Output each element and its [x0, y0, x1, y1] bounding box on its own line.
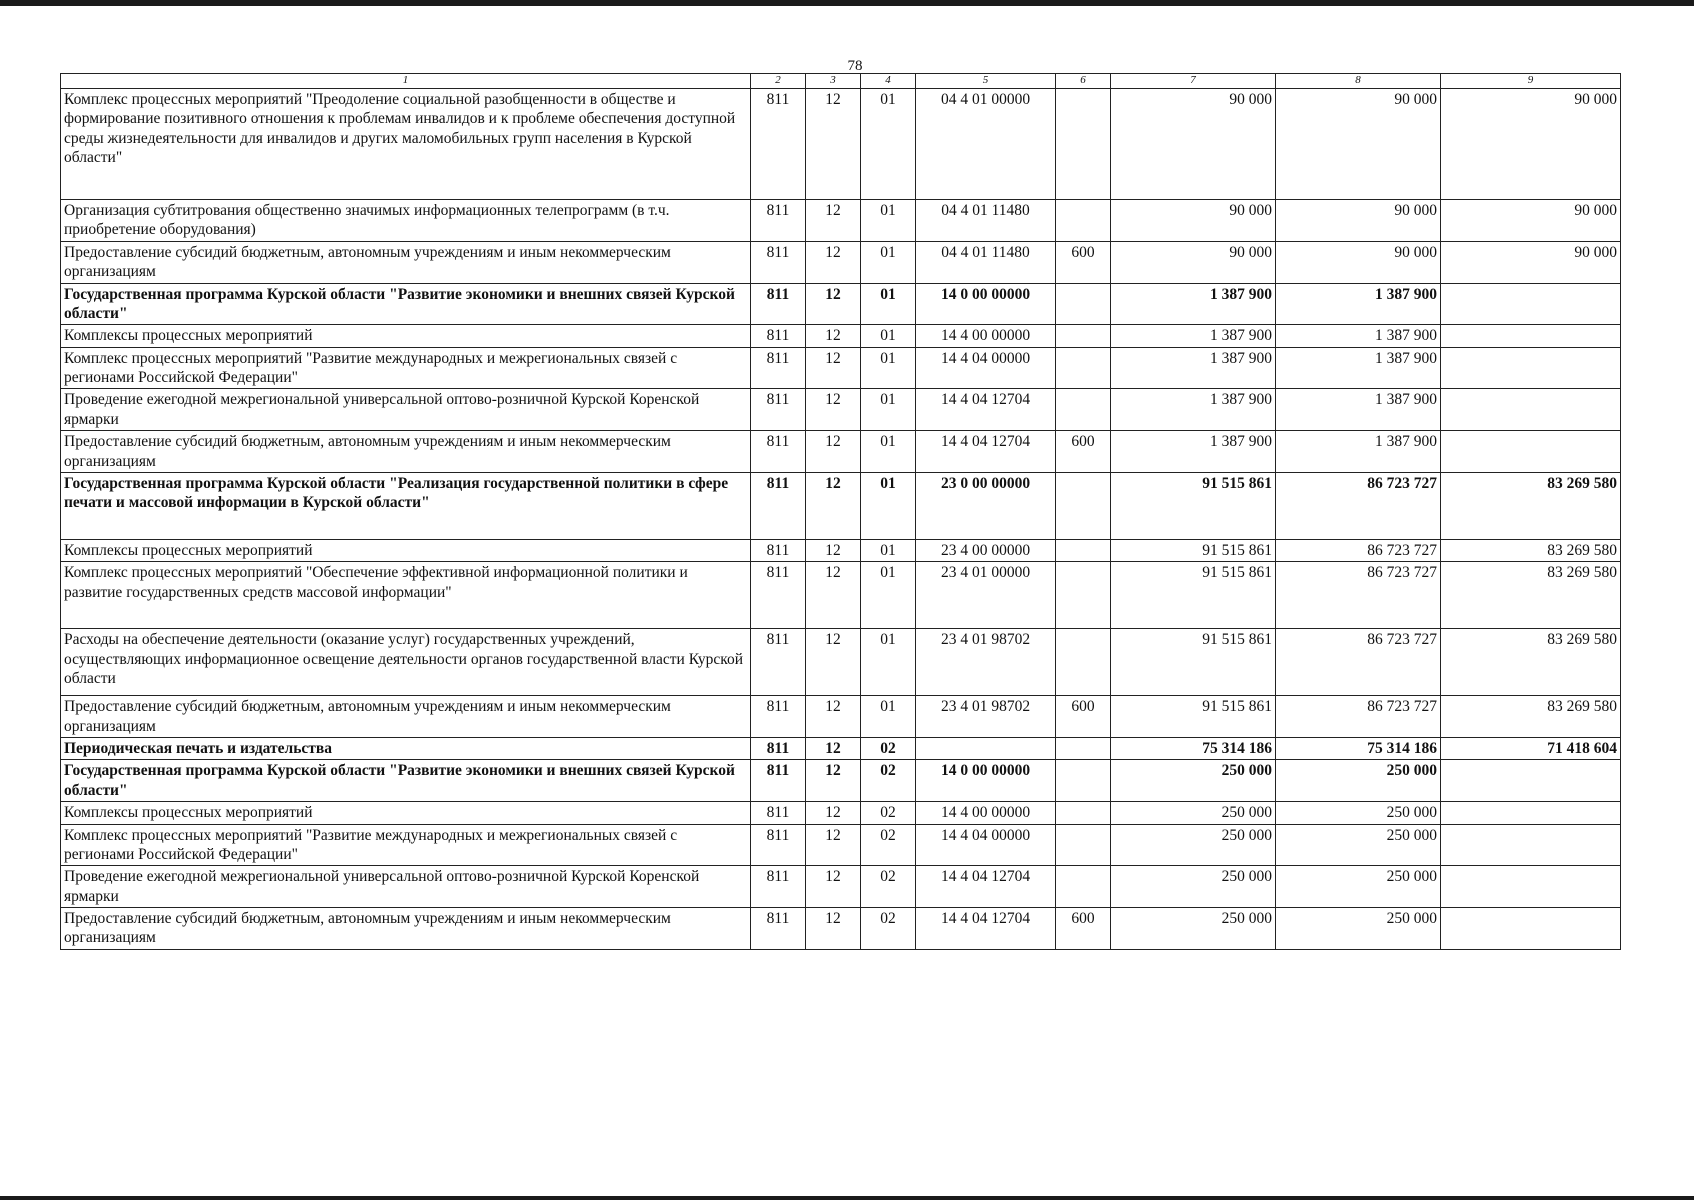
amount-col7-cell: 250 000: [1111, 802, 1276, 824]
amount-col7-cell: 1 387 900: [1111, 325, 1276, 347]
row-name-cell: Государственная программа Курской области "Развитие экономики и внешних связей Курской области": [61, 760, 751, 802]
subsection-cell: 02: [861, 738, 916, 760]
column-number-row: [61, 74, 1621, 89]
subsection-cell: 02: [861, 760, 916, 802]
row-name-cell: Предоставление субсидий бюджетным, автономным учреждениям и иным некоммерческим организациям: [61, 431, 751, 473]
subsection-cell: 01: [861, 431, 916, 473]
subsection-cell: 01: [861, 325, 916, 347]
row-name-cell: Комплексы процессных мероприятий: [61, 325, 751, 347]
subsection-cell: 01: [861, 696, 916, 738]
amount-col9-cell: 71 418 604: [1441, 738, 1621, 760]
section-cell: 12: [806, 200, 861, 242]
expense-type-cell: [1056, 866, 1111, 908]
admin-code-cell: 811: [751, 824, 806, 866]
table-row: [61, 89, 1621, 200]
amount-col7-cell: 75 314 186: [1111, 738, 1276, 760]
target-article-cell: 23 0 00 00000: [916, 472, 1056, 539]
admin-code-cell: 811: [751, 200, 806, 242]
column-number: 6: [1056, 74, 1111, 89]
table-row: [61, 824, 1621, 866]
column-number: 5: [916, 74, 1056, 89]
section-cell: 12: [806, 472, 861, 539]
amount-col9-cell: [1441, 389, 1621, 431]
target-article-cell: 23 4 01 98702: [916, 629, 1056, 696]
amount-col7-cell: 91 515 861: [1111, 539, 1276, 561]
expense-type-cell: [1056, 472, 1111, 539]
target-article-cell: 14 4 04 00000: [916, 824, 1056, 866]
column-number: 1: [61, 74, 751, 89]
table-row: [61, 325, 1621, 347]
table-row: [61, 241, 1621, 283]
subsection-cell: 01: [861, 283, 916, 325]
amount-col8-cell: 86 723 727: [1276, 539, 1441, 561]
amount-col8-cell: 1 387 900: [1276, 389, 1441, 431]
column-number: 4: [861, 74, 916, 89]
table-row: [61, 389, 1621, 431]
expense-type-cell: [1056, 89, 1111, 200]
target-article-cell: 04 4 01 11480: [916, 200, 1056, 242]
amount-col8-cell: 90 000: [1276, 89, 1441, 200]
expense-type-cell: [1056, 738, 1111, 760]
admin-code-cell: 811: [751, 325, 806, 347]
section-cell: 12: [806, 802, 861, 824]
amount-col9-cell: [1441, 347, 1621, 389]
amount-col7-cell: 250 000: [1111, 908, 1276, 950]
table-row: [61, 539, 1621, 561]
scan-edge-bottom: [0, 1196, 1694, 1200]
admin-code-cell: 811: [751, 431, 806, 473]
amount-col8-cell: 250 000: [1276, 824, 1441, 866]
amount-col9-cell: [1441, 866, 1621, 908]
amount-col8-cell: 86 723 727: [1276, 562, 1441, 629]
amount-col7-cell: 91 515 861: [1111, 562, 1276, 629]
target-article-cell: 14 4 04 12704: [916, 431, 1056, 473]
table-row: [61, 431, 1621, 473]
admin-code-cell: 811: [751, 802, 806, 824]
section-cell: 12: [806, 866, 861, 908]
target-article-cell: 23 4 01 00000: [916, 562, 1056, 629]
subsection-cell: 01: [861, 539, 916, 561]
target-article-cell: 14 4 04 12704: [916, 908, 1056, 950]
subsection-cell: 01: [861, 562, 916, 629]
row-name-cell: Проведение ежегодной межрегиональной универсальной оптово-розничной Курской Коренской ярмарки: [61, 866, 751, 908]
row-name-cell: Предоставление субсидий бюджетным, автономным учреждениям и иным некоммерческим организациям: [61, 908, 751, 950]
amount-col8-cell: 86 723 727: [1276, 629, 1441, 696]
expense-type-cell: [1056, 539, 1111, 561]
amount-col8-cell: 250 000: [1276, 760, 1441, 802]
amount-col9-cell: 90 000: [1441, 241, 1621, 283]
section-cell: 12: [806, 738, 861, 760]
expense-type-cell: 600: [1056, 696, 1111, 738]
table-row: [61, 802, 1621, 824]
subsection-cell: 01: [861, 472, 916, 539]
amount-col9-cell: [1441, 283, 1621, 325]
subsection-cell: 01: [861, 89, 916, 200]
amount-col9-cell: [1441, 431, 1621, 473]
amount-col9-cell: [1441, 325, 1621, 347]
target-article-cell: 23 4 01 98702: [916, 696, 1056, 738]
amount-col8-cell: 90 000: [1276, 200, 1441, 242]
table-row: [61, 472, 1621, 539]
row-name-cell: Государственная программа Курской области "Развитие экономики и внешних связей Курской области": [61, 283, 751, 325]
section-cell: 12: [806, 824, 861, 866]
amount-col9-cell: 83 269 580: [1441, 629, 1621, 696]
subsection-cell: 01: [861, 629, 916, 696]
table-row: [61, 866, 1621, 908]
row-name-cell: Предоставление субсидий бюджетным, автономным учреждениям и иным некоммерческим организациям: [61, 696, 751, 738]
section-cell: 12: [806, 389, 861, 431]
amount-col8-cell: 86 723 727: [1276, 696, 1441, 738]
admin-code-cell: 811: [751, 89, 806, 200]
section-cell: 12: [806, 562, 861, 629]
expense-type-cell: [1056, 325, 1111, 347]
amount-col8-cell: 250 000: [1276, 866, 1441, 908]
admin-code-cell: 811: [751, 696, 806, 738]
expense-type-cell: [1056, 347, 1111, 389]
target-article-cell: 14 0 00 00000: [916, 283, 1056, 325]
table-row: [61, 200, 1621, 242]
budget-table: [60, 73, 1621, 950]
amount-col7-cell: 1 387 900: [1111, 431, 1276, 473]
amount-col7-cell: 90 000: [1111, 89, 1276, 200]
admin-code-cell: 811: [751, 389, 806, 431]
target-article-cell: 14 4 00 00000: [916, 325, 1056, 347]
section-cell: 12: [806, 241, 861, 283]
amount-col8-cell: 250 000: [1276, 802, 1441, 824]
table-row: [61, 562, 1621, 629]
target-article-cell: 04 4 01 11480: [916, 241, 1056, 283]
scan-edge-top: [0, 0, 1694, 6]
subsection-cell: 01: [861, 389, 916, 431]
subsection-cell: 02: [861, 802, 916, 824]
admin-code-cell: 811: [751, 472, 806, 539]
section-cell: 12: [806, 283, 861, 325]
target-article-cell: 14 0 00 00000: [916, 760, 1056, 802]
row-name-cell: Расходы на обеспечение деятельности (оказание услуг) государственных учреждений, осуществляющих информационное освещение деятельности органов государственной власти Курской области: [61, 629, 751, 696]
expense-type-cell: [1056, 802, 1111, 824]
admin-code-cell: 811: [751, 283, 806, 325]
amount-col7-cell: 250 000: [1111, 760, 1276, 802]
admin-code-cell: 811: [751, 908, 806, 950]
amount-col9-cell: [1441, 802, 1621, 824]
table-row: [61, 629, 1621, 696]
amount-col8-cell: 75 314 186: [1276, 738, 1441, 760]
subsection-cell: 02: [861, 908, 916, 950]
expense-type-cell: 600: [1056, 241, 1111, 283]
amount-col7-cell: 91 515 861: [1111, 629, 1276, 696]
subsection-cell: 02: [861, 824, 916, 866]
target-article-cell: 14 4 04 00000: [916, 347, 1056, 389]
section-cell: 12: [806, 89, 861, 200]
admin-code-cell: 811: [751, 629, 806, 696]
row-name-cell: Организация субтитрования общественно значимых информационных телепрограмм (в т.ч. приобретение оборудования): [61, 200, 751, 242]
column-number: 7: [1111, 74, 1276, 89]
amount-col9-cell: 83 269 580: [1441, 539, 1621, 561]
admin-code-cell: 811: [751, 539, 806, 561]
table-row: [61, 738, 1621, 760]
amount-col7-cell: 91 515 861: [1111, 472, 1276, 539]
row-name-cell: Предоставление субсидий бюджетным, автономным учреждениям и иным некоммерческим организациям: [61, 241, 751, 283]
admin-code-cell: 811: [751, 760, 806, 802]
row-name-cell: Проведение ежегодной межрегиональной универсальной оптово-розничной Курской Коренской ярмарки: [61, 389, 751, 431]
section-cell: 12: [806, 629, 861, 696]
amount-col8-cell: 250 000: [1276, 908, 1441, 950]
admin-code-cell: 811: [751, 738, 806, 760]
amount-col9-cell: [1441, 824, 1621, 866]
amount-col7-cell: 1 387 900: [1111, 389, 1276, 431]
section-cell: 12: [806, 539, 861, 561]
amount-col7-cell: 91 515 861: [1111, 696, 1276, 738]
target-article-cell: 14 4 00 00000: [916, 802, 1056, 824]
expense-type-cell: [1056, 200, 1111, 242]
table-row: [61, 347, 1621, 389]
row-name-cell: Комплексы процессных мероприятий: [61, 539, 751, 561]
amount-col9-cell: 83 269 580: [1441, 696, 1621, 738]
column-number: 2: [751, 74, 806, 89]
subsection-cell: 02: [861, 866, 916, 908]
amount-col7-cell: 1 387 900: [1111, 347, 1276, 389]
amount-col8-cell: 1 387 900: [1276, 431, 1441, 473]
column-number: 8: [1276, 74, 1441, 89]
expense-type-cell: [1056, 760, 1111, 802]
admin-code-cell: 811: [751, 347, 806, 389]
subsection-cell: 01: [861, 241, 916, 283]
amount-col8-cell: 1 387 900: [1276, 325, 1441, 347]
amount-col9-cell: 90 000: [1441, 89, 1621, 200]
row-name-cell: Комплекс процессных мероприятий "Развитие международных и межрегиональных связей с регионами Российской Федерации": [61, 824, 751, 866]
expense-type-cell: [1056, 629, 1111, 696]
subsection-cell: 01: [861, 347, 916, 389]
row-name-cell: Комплекс процессных мероприятий "Обеспечение эффективной информационной политики и развитие государственных средств массовой информации": [61, 562, 751, 629]
target-article-cell: 14 4 04 12704: [916, 389, 1056, 431]
target-article-cell: 23 4 00 00000: [916, 539, 1056, 561]
expense-type-cell: 600: [1056, 431, 1111, 473]
target-article-cell: 04 4 01 00000: [916, 89, 1056, 200]
amount-col8-cell: 86 723 727: [1276, 472, 1441, 539]
row-name-cell: Комплексы процессных мероприятий: [61, 802, 751, 824]
section-cell: 12: [806, 325, 861, 347]
expense-type-cell: 600: [1056, 908, 1111, 950]
table-row: [61, 283, 1621, 325]
amount-col7-cell: 250 000: [1111, 824, 1276, 866]
section-cell: 12: [806, 696, 861, 738]
amount-col9-cell: [1441, 760, 1621, 802]
expense-type-cell: [1056, 562, 1111, 629]
admin-code-cell: 811: [751, 562, 806, 629]
expense-type-cell: [1056, 824, 1111, 866]
section-cell: 12: [806, 431, 861, 473]
column-number: 9: [1441, 74, 1621, 89]
amount-col9-cell: 90 000: [1441, 200, 1621, 242]
amount-col9-cell: [1441, 908, 1621, 950]
section-cell: 12: [806, 908, 861, 950]
expense-type-cell: [1056, 389, 1111, 431]
table-row: [61, 760, 1621, 802]
column-number: 3: [806, 74, 861, 89]
subsection-cell: 01: [861, 200, 916, 242]
expense-type-cell: [1056, 283, 1111, 325]
section-cell: 12: [806, 760, 861, 802]
amount-col8-cell: 90 000: [1276, 241, 1441, 283]
row-name-cell: Комплекс процессных мероприятий "Развитие международных и межрегиональных связей с регионами Российской Федерации": [61, 347, 751, 389]
table-row: [61, 696, 1621, 738]
amount-col8-cell: 1 387 900: [1276, 347, 1441, 389]
admin-code-cell: 811: [751, 241, 806, 283]
amount-col7-cell: 90 000: [1111, 241, 1276, 283]
amount-col7-cell: 90 000: [1111, 200, 1276, 242]
table-row: [61, 908, 1621, 950]
amount-col7-cell: 250 000: [1111, 866, 1276, 908]
target-article-cell: [916, 738, 1056, 760]
amount-col9-cell: 83 269 580: [1441, 562, 1621, 629]
page-number: 78: [847, 58, 863, 74]
admin-code-cell: 811: [751, 866, 806, 908]
row-name-cell: Государственная программа Курской области "Реализация государственной политики в сфере печати и массовой информации в Курской области": [61, 472, 751, 539]
row-name-cell: Комплекс процессных мероприятий "Преодоление социальной разобщенности в обществе и формирование позитивного отношения к проблемам инвалидов и к проблеме обеспечения доступной среды жизнедеятельности для инвалидов и других маломобильных групп населения в Курской области": [61, 89, 751, 200]
section-cell: 12: [806, 347, 861, 389]
row-name-cell: Периодическая печать и издательства: [61, 738, 751, 760]
amount-col7-cell: 1 387 900: [1111, 283, 1276, 325]
amount-col9-cell: 83 269 580: [1441, 472, 1621, 539]
amount-col8-cell: 1 387 900: [1276, 283, 1441, 325]
target-article-cell: 14 4 04 12704: [916, 866, 1056, 908]
